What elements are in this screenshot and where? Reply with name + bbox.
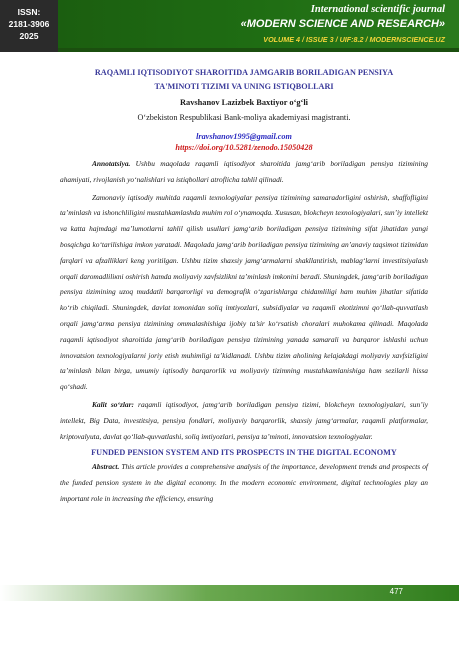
journal-header	[0, 0, 459, 52]
keywords-lead: Kalit so‘zlar:	[92, 399, 134, 409]
issn-number: 2181-3906	[8, 19, 50, 29]
annotation-paragraph	[60, 156, 428, 188]
annotation-text: Ushbu maqolada raqamli iqtisodiyot sharoitida jamg‘arib boriladigan pensiya tizimining ahamiyati, rivojlanish yo‘nalishlari va istiqbollari atroflicha tahlil qilinadi.	[60, 159, 428, 184]
keywords-paragraph	[60, 397, 428, 444]
journal-meta[interactable]: VOLUME 4 / ISSUE 3 / UIF:8.2 / MODERNSCIENCE.UZ	[263, 35, 445, 44]
author-email-link[interactable]: lravshanov1995@gmail.com	[196, 132, 292, 141]
article-body	[60, 66, 428, 507]
title-line-2: TA'MINOTI TIZIMI VA UNING ISTIQBOLLARI	[154, 82, 334, 91]
keywords-text: raqamli iqtisodiyot, jamg‘arib boriladigan pensiya tizimi, blokcheyn texnologiyalari, sun’iy intellekt, Big Data, investitsiya, pensiya fondlari, moliyaviy barqarorlik, shaxsiy jamg‘armalar, raqamli platformalar, kriptovalyuta, davlat qo‘llab-quvvatlashi, soliq imtiyozlari, pensiya ta’minoti, innovatsion texnologiyalar.	[60, 399, 428, 441]
author-affiliation: O‘zbekiston Respublikasi Bank-moliya akademiyasi magistranti.	[137, 113, 351, 122]
english-title: FUNDED PENSION SYSTEM AND ITS PROSPECTS IN THE DIGITAL ECONOMY	[91, 448, 397, 458]
doi-link[interactable]: https://doi.org/10.5281/zenodo.15050428	[175, 143, 313, 152]
article-title	[60, 66, 428, 94]
issn-year: 2025	[19, 31, 39, 41]
issn-box	[0, 0, 58, 52]
abstract-text: This article provides a comprehensive analysis of the importance, development trends and prospects of the funded pension system in the digital economy. In the modern economic environment, digital technologies play an important role in increasing the efficiency, ensuring	[60, 462, 428, 503]
author-name: Ravshanov Lazizbek Baxtiyor o‘g‘li	[179, 98, 309, 107]
issn-label: ISSN:	[17, 7, 41, 17]
annotation-lead: Annotatsiya.	[92, 159, 131, 168]
journal-name: «MODERN SCIENCE AND RESEARCH»	[240, 18, 445, 30]
abstract-lead: Abstract.	[92, 462, 120, 472]
body-paragraph: Zamonaviy iqtisodiy muhitda raqamli texnologiyalar pensiya tizimining samaradorligini oshirish, shaffofligini ta’minlash va ishonchliligini mustahkamlashda muhim rol o‘ynamoqda. Xususan, blokcheyn texnologiyalari, sun’iy intellekt va katta hajmdagi ma’lumotlarni tahlil qilish usullari jamg‘arib boriladigan pensiya tizimining sifat jihatidan yangi bosqichga ko‘tarilishiga imkon yaratadi. Maqolada jamg‘arib boriladigan pensiya tizimining an’anaviy taqsimot tizimidan farqlari va afzalliklari keng yoritilgan. Ushbu tizim shaxsiy jamg‘armalarni shakllantirish, mablag‘larni investitsiyalash orqali daromadliliкni oshirish hamda moliyaviy xavfsizlikni ta’minlash imkonini beradi. Shuningdek, jamg‘arib boriladigan pensiya tizimining uzoq muddatli barqarorligi va demografik o‘zgarishlarga chidamliligi ham muhim jihatlar sifatida ko‘rib chiqiladi. Shuningdek, davlat tomonidan soliq imtiyozlari, subsidiyalar va raqamli ekotizimni qo‘llab-quvvatlash orqali jamg‘arma pensiya tizimining ommalashishiga ijobiy ta’sir ko‘rsatish choralari muhokama qilinadi. Maqolada raqamli iqtisodiyot sharoitida jamg‘arib boriladigan pensiya tizimining yanada samarali va barqaror ishlashi uchun innovatsion texnologiyalarni joriy etish muhimligi ta’kidlanadi. Ushbu tizim aholining kelajakdagi moliyaviy xavfsizligini ta’minlash bilan birga, umumiy iqtisodiy barqarorlik va moliyaviy tizimning mustahkamlanishiga ham sezilarli hissa qo‘shadi.	[60, 192, 428, 392]
journal-type: International scientific journal	[310, 4, 445, 15]
header-stripe	[58, 48, 459, 52]
title-line-1: RAQAMLI IQTISODIYOT SHAROITIDA JAMGARIB BORILADIGAN PENSIYA	[94, 68, 394, 77]
page-number: 477	[389, 587, 403, 596]
abstract-paragraph	[60, 459, 428, 506]
